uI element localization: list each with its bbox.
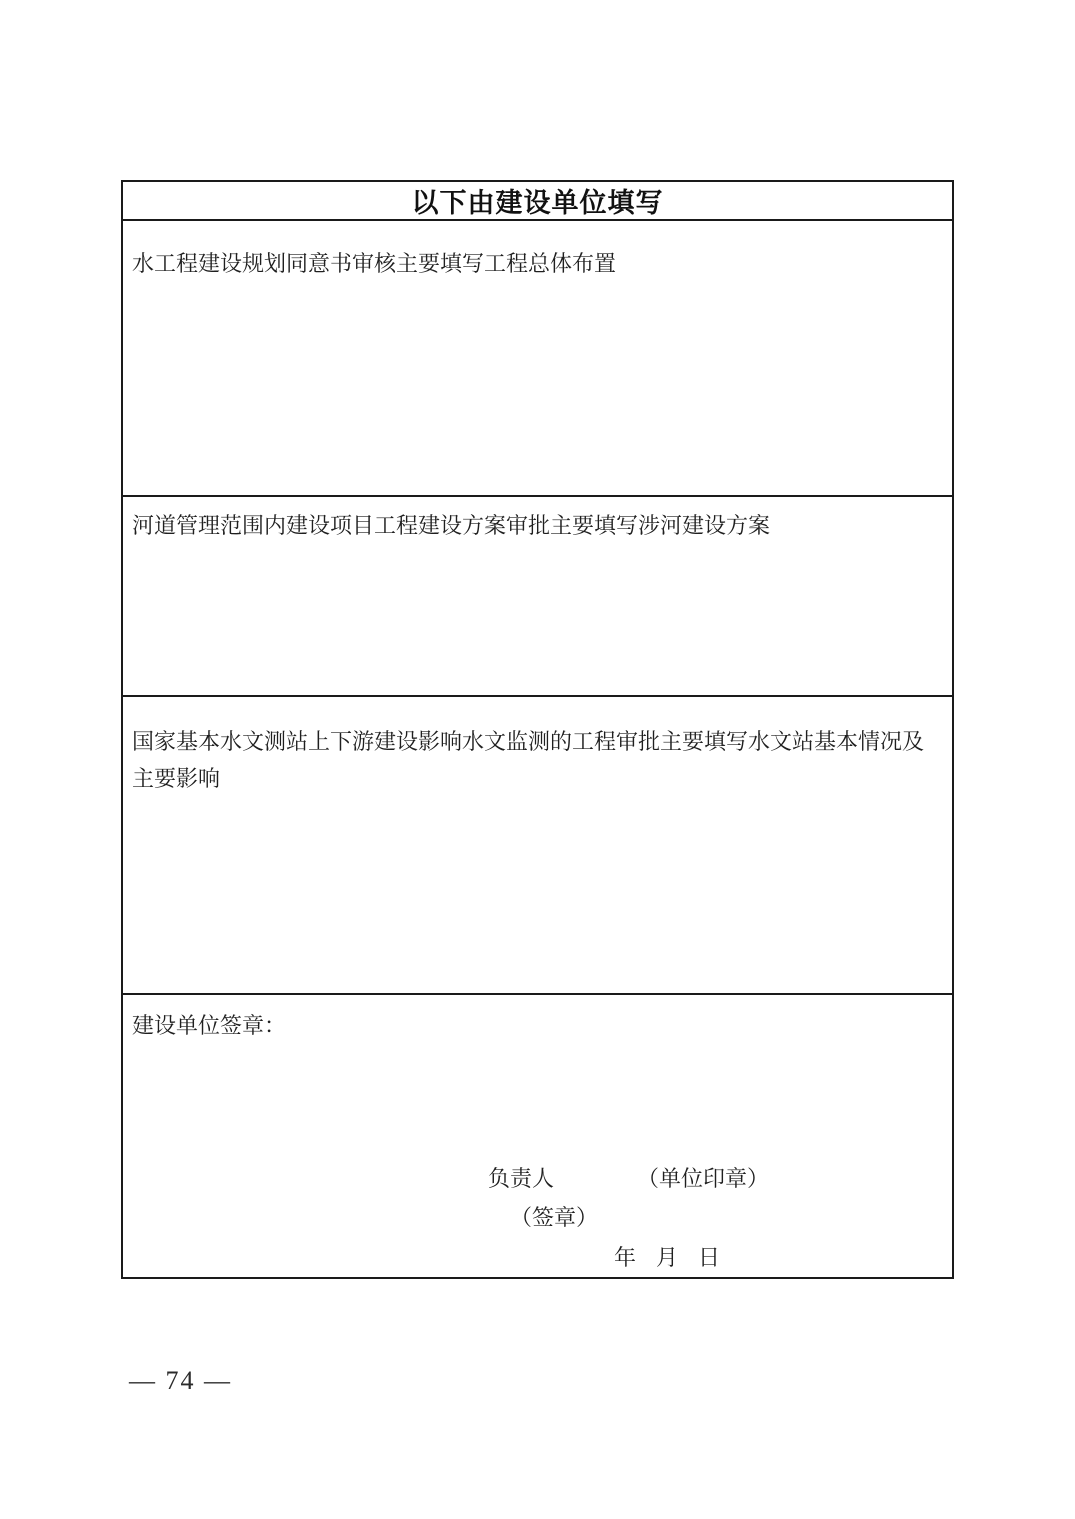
form-row-signature: [123, 995, 952, 1277]
form-row-planning-consent: [123, 221, 952, 497]
form-row-hydrology-station: [123, 697, 952, 995]
sign-seal-label: （签章）: [510, 1205, 599, 1230]
signature-section-label: 建设单位签章：: [132, 1013, 287, 1038]
date-line: [614, 1245, 720, 1271]
table-header-row: [123, 182, 952, 221]
page-number-text: — 74 —: [129, 1366, 232, 1395]
form-row-river-scheme: [123, 497, 952, 697]
planning-consent-instruction-text: 水工程建设规划同意书审核主要填写工程总体布置: [132, 251, 617, 276]
unit-seal-label: （单位印章）: [637, 1166, 770, 1191]
hydrology-station-instruction-text: 国家基本水文测站上下游建设影响水文监测的工程审批主要填写水文站基本情况及主要影响: [132, 729, 925, 791]
page-number: [129, 1366, 232, 1396]
river-scheme-instruction-text: 河道管理范围内建设项目工程建设方案审批主要填写涉河建设方案: [132, 513, 771, 538]
responsible-person-label: 负责人: [488, 1166, 555, 1191]
table-header-title: 以下由建设单位填写: [411, 188, 664, 218]
year-label: 年: [614, 1245, 637, 1270]
month-label: 月: [656, 1245, 679, 1270]
construction-unit-form-table: [121, 180, 954, 1279]
day-label: 日: [698, 1245, 721, 1270]
